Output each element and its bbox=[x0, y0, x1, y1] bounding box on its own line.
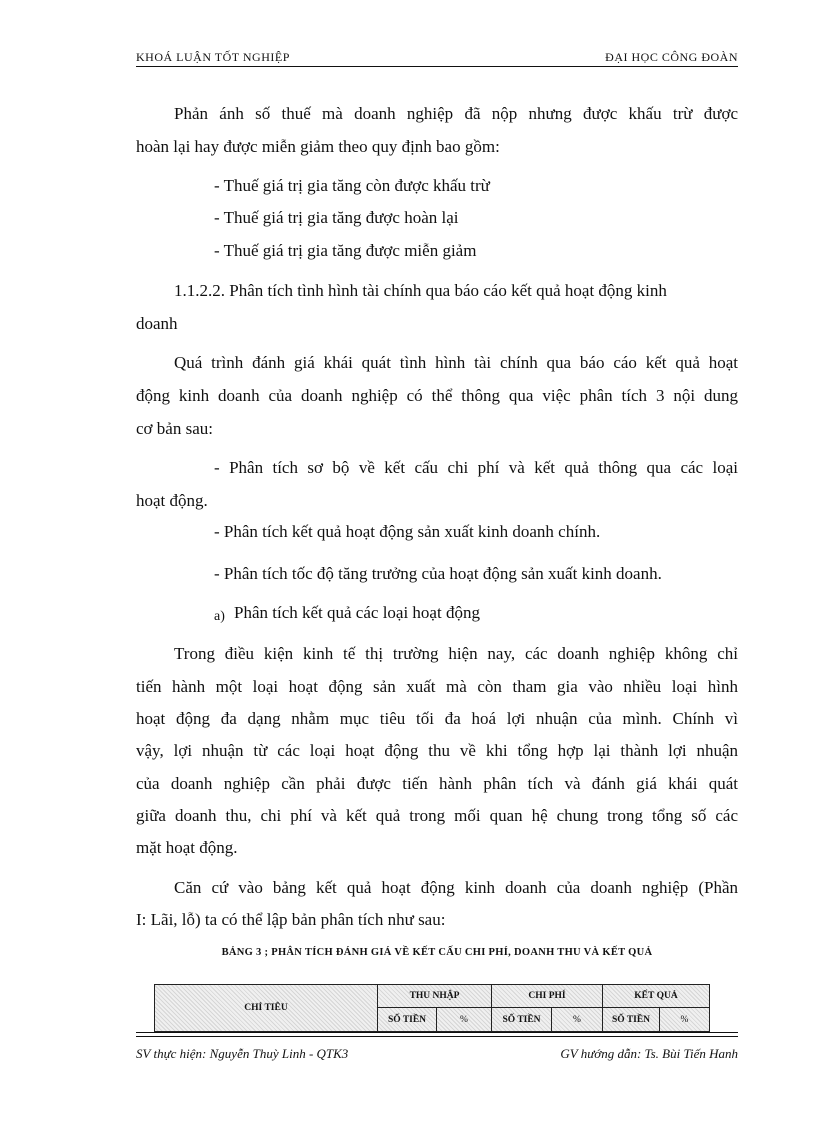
col-header-ket-qua: KẾT QUẢ bbox=[602, 984, 710, 1008]
footer-student: SV thực hiện: Nguyễn Thuỳ Linh - QTK3 bbox=[136, 1046, 349, 1061]
table-title: BẢNG 3 ; PHÂN TÍCH ĐÁNH GIÁ VỀ KẾT CẤU CHI PHÍ, DOANH THU VÀ KẾT QUẢ bbox=[221, 947, 653, 958]
footer-rule bbox=[136, 1032, 738, 1033]
footer-rule bbox=[136, 1036, 738, 1037]
section-heading-line-2: doanh bbox=[136, 314, 178, 333]
paragraph-3-line: tiến hành một loại hoạt động sản xuất mà còn tham gia vào nhiều loại hình bbox=[136, 677, 738, 696]
subheader-so-tien: SỐ TIỀN bbox=[491, 1007, 552, 1032]
paragraph-3-line: mặt hoạt động. bbox=[136, 838, 238, 857]
header-right-text: ĐẠI HỌC CÔNG ĐOÀN bbox=[605, 50, 738, 64]
subheader-percent: % bbox=[659, 1007, 710, 1032]
paragraph-4-line-1: Căn cứ vào bảng kết quả hoạt động kinh doanh của doanh nghiệp (Phần bbox=[174, 878, 738, 897]
list-item: - Thuế giá trị gia tăng còn được khấu trừ bbox=[214, 176, 490, 195]
header-left-text: KHOÁ LUẬN TỐT NGHIỆP bbox=[136, 50, 290, 64]
analysis-table-header bbox=[154, 984, 710, 1032]
subheader-percent: % bbox=[551, 1007, 603, 1032]
subheader-so-tien: SỐ TIỀN bbox=[602, 1007, 660, 1032]
paragraph-2-line-1: Quá trình đánh giá khái quát tình hình tài chính qua báo cáo kết quả hoạt bbox=[174, 353, 738, 372]
footer-advisor: GV hướng dẫn: Ts. Bùi Tiến Hanh bbox=[560, 1046, 738, 1061]
page-header bbox=[136, 50, 738, 66]
col-header-chi-phi: CHI PHÍ bbox=[491, 984, 603, 1008]
subheader-percent: % bbox=[436, 1007, 492, 1032]
list-item: - Thuế giá trị gia tăng được hoàn lại bbox=[214, 208, 459, 227]
subheader-so-tien: SỐ TIỀN bbox=[377, 1007, 437, 1032]
col-header-thu-nhap: THU NHẬP bbox=[377, 984, 492, 1008]
list-item: - Phân tích kết quả hoạt động sản xuất kinh doanh chính. bbox=[214, 522, 601, 541]
list-item-continuation: hoạt động. bbox=[136, 491, 208, 510]
paragraph-3-line: hoạt động đa dạng nhằm mục tiêu tối đa hoá lợi nhuận của mình. Chính vì bbox=[136, 709, 738, 728]
paragraph-3-line: Trong điều kiện kinh tế thị trường hiện nay, các doanh nghiệp không chỉ bbox=[174, 644, 738, 663]
col-header-chi-tieu: CHỈ TIÊU bbox=[154, 984, 378, 1032]
paragraph-2-line-2: động kinh doanh của doanh nghiệp có thể thông qua việc phân tích 3 nội dung bbox=[136, 386, 738, 405]
paragraph-3-line: của doanh nghiệp cần phải được tiến hành phân tích và đánh giá khái quát bbox=[136, 774, 738, 793]
subheading-marker: a) bbox=[214, 609, 225, 624]
header-rule bbox=[136, 66, 738, 67]
list-item: - Phân tích sơ bộ về kết cấu chi phí và kết quả thông qua các loại bbox=[214, 458, 738, 477]
paragraph-3-line: vậy, lợi nhuận từ các loại hoạt động thu về khi tổng hợp lại thành lợi nhuận bbox=[136, 741, 738, 760]
paragraph-2-line-3: cơ bản sau: bbox=[136, 419, 213, 438]
paragraph-4-line-2: I: Lãi, lỗ) ta có thể lập bản phân tích như sau: bbox=[136, 910, 446, 929]
paragraph-1-line-1: Phản ánh số thuế mà doanh nghiệp đã nộp nhưng được khấu trừ được bbox=[174, 104, 738, 123]
list-item: - Phân tích tốc độ tăng trưởng của hoạt động sản xuất kinh doanh. bbox=[214, 564, 662, 583]
paragraph-3-line: giữa doanh thu, chi phí và kết quả trong mối quan hệ chung trong tổng số các bbox=[136, 806, 738, 825]
paragraph-1-line-2: hoàn lại hay được miễn giảm theo quy định bao gồm: bbox=[136, 137, 500, 156]
section-heading-line-1: 1.1.2.2. Phân tích tình hình tài chính qua báo cáo kết quả hoạt động kinh bbox=[174, 281, 667, 300]
subheading: Phân tích kết quả các loại hoạt động bbox=[234, 603, 480, 622]
list-item: - Thuế giá trị gia tăng được miễn giảm bbox=[214, 241, 477, 260]
